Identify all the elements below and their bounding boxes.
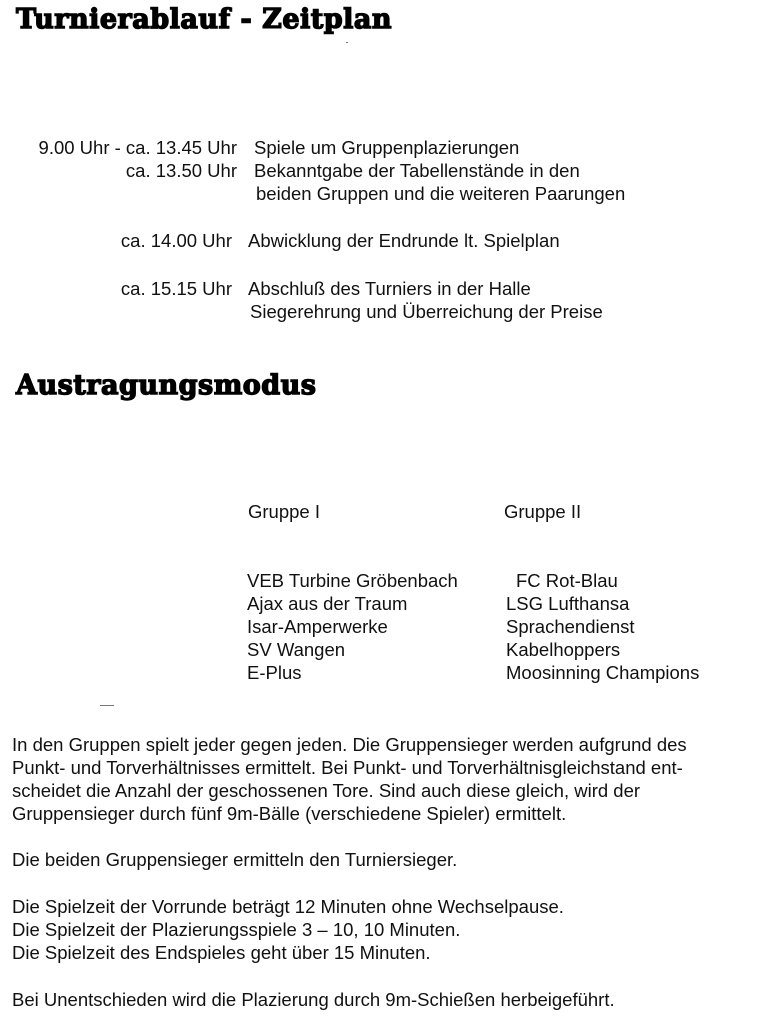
team-name: SV Wangen bbox=[247, 639, 346, 660]
team-name: Kabelhoppers bbox=[506, 639, 621, 660]
group-title: Gruppe I bbox=[248, 501, 320, 522]
rules-line: Gruppensieger durch fünf 9m-Bälle (verschiedene Spieler) ermittelt. bbox=[12, 803, 567, 824]
schedule-time: 9.00 Uhr - ca. 13.45 Uhr bbox=[38, 137, 237, 158]
schedule-heading: Turnierablauf - Zeitplan bbox=[16, 4, 393, 35]
team-name: Sprachendienst bbox=[506, 616, 635, 637]
team-name: FC Rot-Blau bbox=[516, 570, 618, 591]
team-name: Ajax aus der Traum bbox=[247, 593, 408, 614]
rules-line: Die Spielzeit der Plazierungsspiele 3 – 10, 10 Minuten. bbox=[12, 919, 461, 940]
schedule-text: Abwicklung der Endrunde lt. Spielplan bbox=[248, 230, 560, 251]
team-name: Isar-Amperwerke bbox=[247, 616, 388, 637]
team-name: E-Plus bbox=[247, 662, 302, 683]
schedule-text: Spiele um Gruppenplazierungen bbox=[254, 137, 520, 158]
winner-paragraph: Die beiden Gruppensieger ermitteln den Turniersieger. bbox=[12, 849, 458, 870]
schedule-text: Abschluß des Turniers in der Halle bbox=[248, 278, 531, 299]
team-name: Moosinning Champions bbox=[506, 662, 700, 683]
rules-line: In den Gruppen spielt jeder gegen jeden. Die Gruppensieger werden aufgrund des bbox=[12, 734, 687, 755]
schedule-time: ca. 15.15 Uhr bbox=[120, 278, 232, 299]
scan-speck bbox=[100, 705, 114, 706]
mode-heading: Austragungsmodus bbox=[16, 370, 317, 401]
rules-line: Punkt- und Torverhältnisses ermittelt. Bei Punkt- und Torverhältnisgleichstand ent- bbox=[12, 757, 683, 778]
schedule-time: ca. 13.50 Uhr bbox=[125, 160, 237, 181]
team-name: LSG Lufthansa bbox=[506, 593, 630, 614]
rules-line: scheidet die Anzahl der geschossenen Tore. Sind auch diese gleich, wird der bbox=[12, 780, 641, 801]
team-name: VEB Turbine Gröbenbach bbox=[247, 570, 458, 591]
schedule-text: beiden Gruppen und die weiteren Paarungen bbox=[256, 183, 626, 204]
rules-line: Die Spielzeit des Endspieles geht über 15 Minuten. bbox=[12, 942, 431, 963]
schedule-text: Bekanntgabe der Tabellenstände in den bbox=[254, 160, 580, 181]
schedule-text: Siegerehrung und Überreichung der Preise bbox=[250, 301, 603, 322]
schedule-time: ca. 14.00 Uhr bbox=[120, 230, 232, 251]
rules-line: Die Spielzeit der Vorrunde beträgt 12 Minuten ohne Wechselpause. bbox=[12, 896, 564, 917]
scan-speck bbox=[346, 42, 348, 43]
tiebreak-paragraph: Bei Unentschieden wird die Plazierung durch 9m-Schießen herbeigeführt. bbox=[12, 989, 615, 1010]
group-title: Gruppe II bbox=[504, 501, 582, 522]
